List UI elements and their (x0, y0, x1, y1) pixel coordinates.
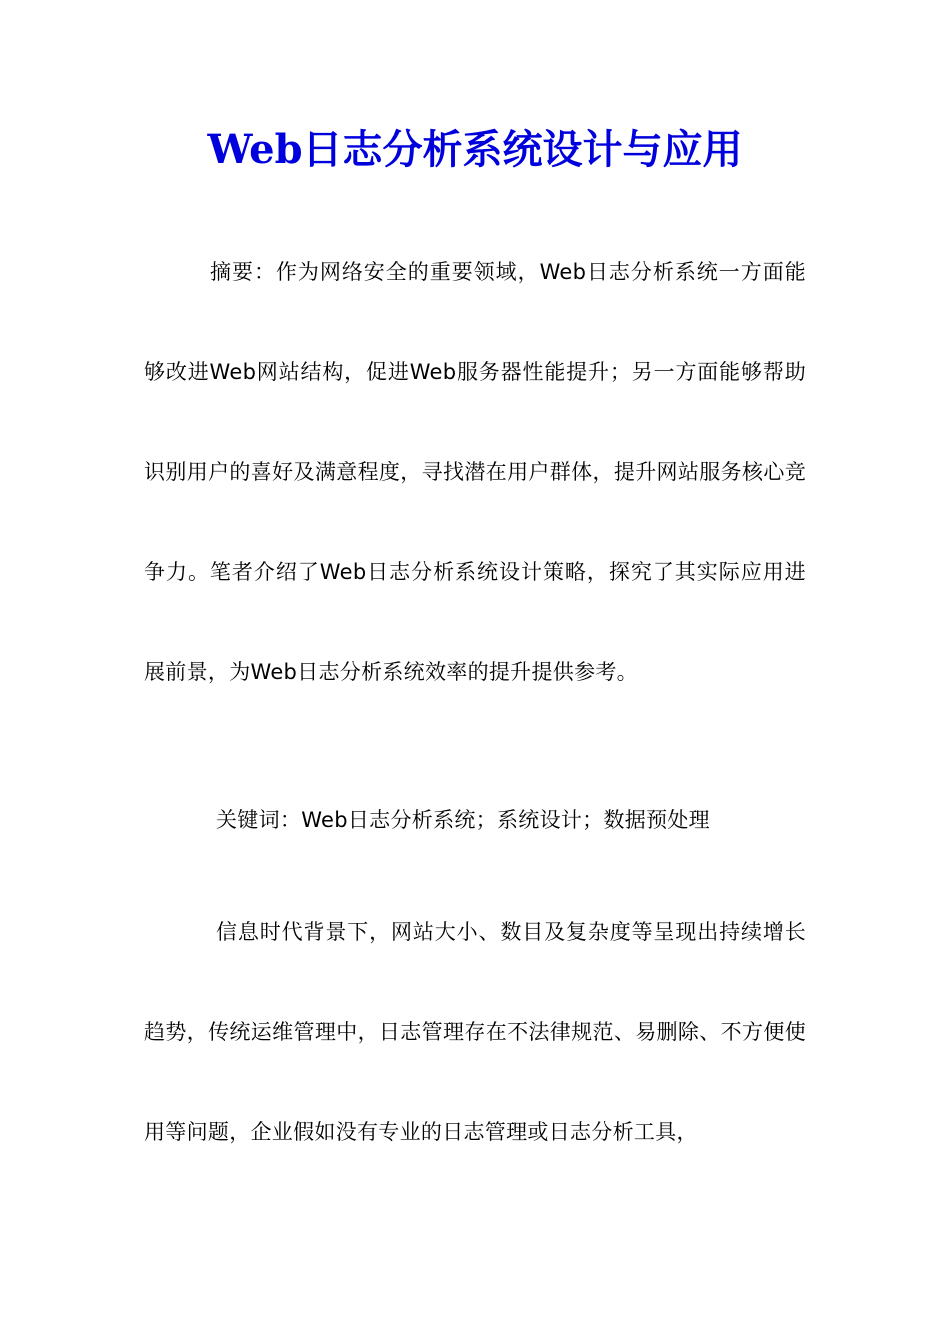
abstract-paragraph: 摘要：作为网络安全的重要领域，Web日志分析系统一方面能够改进Web网站结构，促进Web服务器性能提升；另一方面能够帮助识别用户的喜好及满意程度，寻找潜在用户群体，提升网站服务核心竞争力。笔者介绍了Web日志分析系统设计策略，探究了其实际应用进展前景，为Web日志分析系统效率的提升提供参考。 (144, 260, 806, 684)
body-paragraph: 信息时代背景下，网站大小、数目及复杂度等呈现出持续增长趋势，传统运维管理中，日志管理存在不法律规范、易删除、不方便使用等问题，企业假如没有专业的日志管理或日志分析工具， (144, 920, 806, 1144)
document-title: Web日志分析系统设计与应用 (207, 126, 743, 173)
keywords-paragraph: 关键词：Web日志分析系统；系统设计；数据预处理 (216, 808, 710, 832)
